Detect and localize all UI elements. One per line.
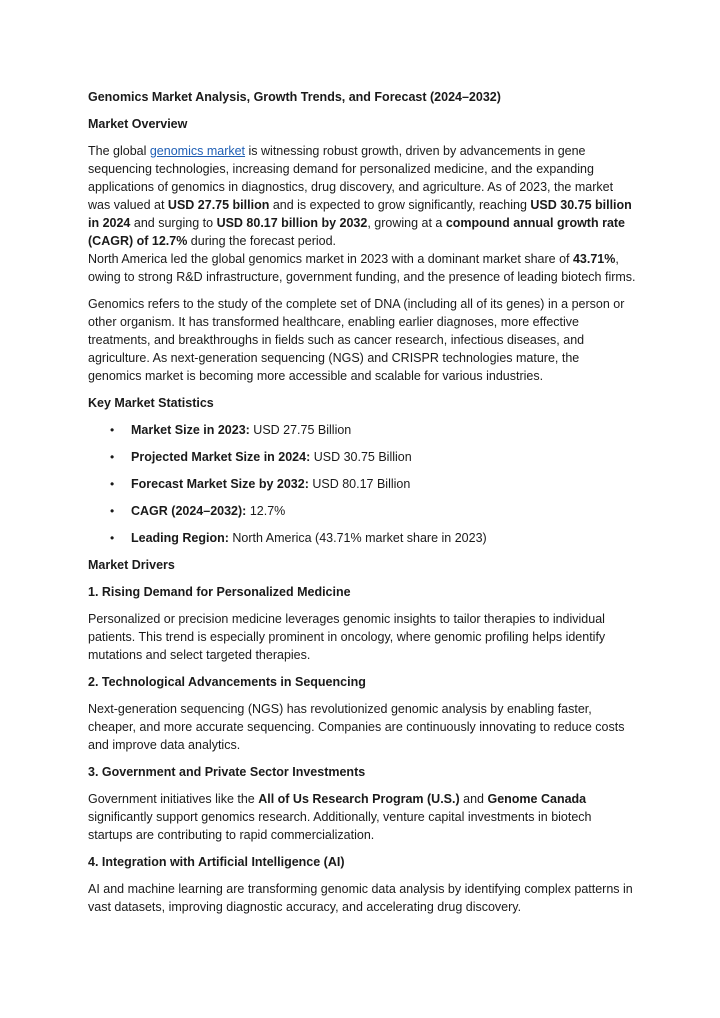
section-heading-drivers: Market Drivers — [88, 558, 175, 572]
bold-run: USD 27.75 billion — [167, 198, 270, 212]
driver-heading-3: 3. Government and Private Sector Investments — [88, 765, 366, 779]
list-item — [88, 475, 636, 493]
text-run: during the forecast period. — [187, 234, 337, 248]
overview-paragraph-3: Genomics refers to the study of the complete set of DNA (including all of its genes) in a person or other organism. It has transformed healthcare, enabling earlier diagnoses, more effective treatments, and breakthroughs in fields such as cancer research, infectious diseases, and agriculture. As next-generation sequencing (NGS) and CRISPR technologies mature, the genomics market is becoming more accessible and scalable for various industries. — [88, 297, 625, 383]
list-item — [88, 502, 636, 520]
stat-label: Projected Market Size in 2024: — [131, 450, 311, 464]
text-run: , owing to strong R&D infrastructure, government funding, and the presence of leading biotech firms. — [88, 252, 636, 284]
overview-paragraph-1 — [88, 142, 636, 286]
bullet-icon: • — [110, 450, 115, 464]
bold-run: Genome Canada — [487, 792, 587, 806]
document-title: Genomics Market Analysis, Growth Trends, and Forecast (2024–2032) — [88, 90, 501, 104]
bold-run: USD 30.75 billion in 2024 — [88, 198, 632, 230]
key-stats-list — [88, 421, 636, 547]
text-run: is witnessing robust growth, driven by advancements in gene sequencing technologies, increasing demand for personalized medicine, and the expanding applications of genomics in diagnostics, drug discovery, and agriculture. As of 2023, the market was valued at — [88, 144, 614, 212]
driver-heading-2: 2. Technological Advancements in Sequencing — [88, 675, 366, 689]
text-run: North America led the global genomics market in 2023 with a dominant market share of — [88, 252, 573, 266]
text-run: and is expected to grow significantly, reaching — [269, 198, 531, 212]
driver-heading-1: 1. Rising Demand for Personalized Medicine — [88, 585, 351, 599]
stat-label: Market Size in 2023: — [131, 423, 250, 437]
genomics-market-link[interactable]: genomics market — [149, 144, 246, 158]
stat-value: North America (43.71% market share in 2023) — [228, 531, 487, 545]
text-run: Government initiatives like the — [88, 792, 259, 806]
driver-text-3 — [88, 790, 636, 844]
text-run: significantly support genomics research. Additionally, venture capital investments in biotech startups are contributing to rapid commercialization. — [88, 810, 592, 842]
driver-text-2: Next-generation sequencing (NGS) has revolutionized genomic analysis by enabling faster, cheaper, and more accurate sequencing. Companies are continuously innovating to reduce costs and improve data analytics. — [88, 702, 625, 752]
driver-text-1: Personalized or precision medicine leverages genomic insights to tailor therapies to individual patients. This trend is especially prominent in oncology, where genomic profiling helps identify mutations and select targeted therapies. — [88, 612, 606, 662]
stat-label: Forecast Market Size by 2032: — [131, 477, 309, 491]
text-run: The global — [88, 144, 150, 158]
driver-text-4: AI and machine learning are transforming genomic data analysis by identifying complex patterns in vast datasets, improving diagnostic accuracy, and accelerating drug discovery. — [88, 882, 633, 914]
bullet-icon: • — [110, 504, 115, 518]
bold-run: 43.71% — [572, 252, 616, 266]
bullet-icon: • — [110, 477, 115, 491]
stat-value: USD 30.75 Billion — [310, 450, 412, 464]
driver-heading-4: 4. Integration with Artificial Intelligence (AI) — [88, 855, 345, 869]
section-heading-key-stats: Key Market Statistics — [88, 396, 214, 410]
bold-run: compound annual growth rate (CAGR) of 12.7% — [88, 216, 626, 248]
bold-run: USD 80.17 billion by 2032 — [216, 216, 368, 230]
text-run: and surging to — [130, 216, 217, 230]
stat-value: 12.7% — [246, 504, 286, 518]
list-item — [88, 421, 636, 439]
section-heading-overview: Market Overview — [88, 117, 188, 131]
stat-label: CAGR (2024–2032): — [131, 504, 247, 518]
document-body — [88, 88, 636, 925]
text-run: , growing at a — [367, 216, 446, 230]
stat-label: Leading Region: — [131, 531, 229, 545]
list-item — [88, 529, 636, 547]
list-item — [88, 448, 636, 466]
stat-value: USD 80.17 Billion — [308, 477, 411, 491]
stat-value: USD 27.75 Billion — [249, 423, 352, 437]
text-run: and — [459, 792, 488, 806]
bullet-icon: • — [110, 423, 115, 437]
bold-run: All of Us Research Program (U.S.) — [258, 792, 460, 806]
bullet-icon: • — [110, 531, 115, 545]
